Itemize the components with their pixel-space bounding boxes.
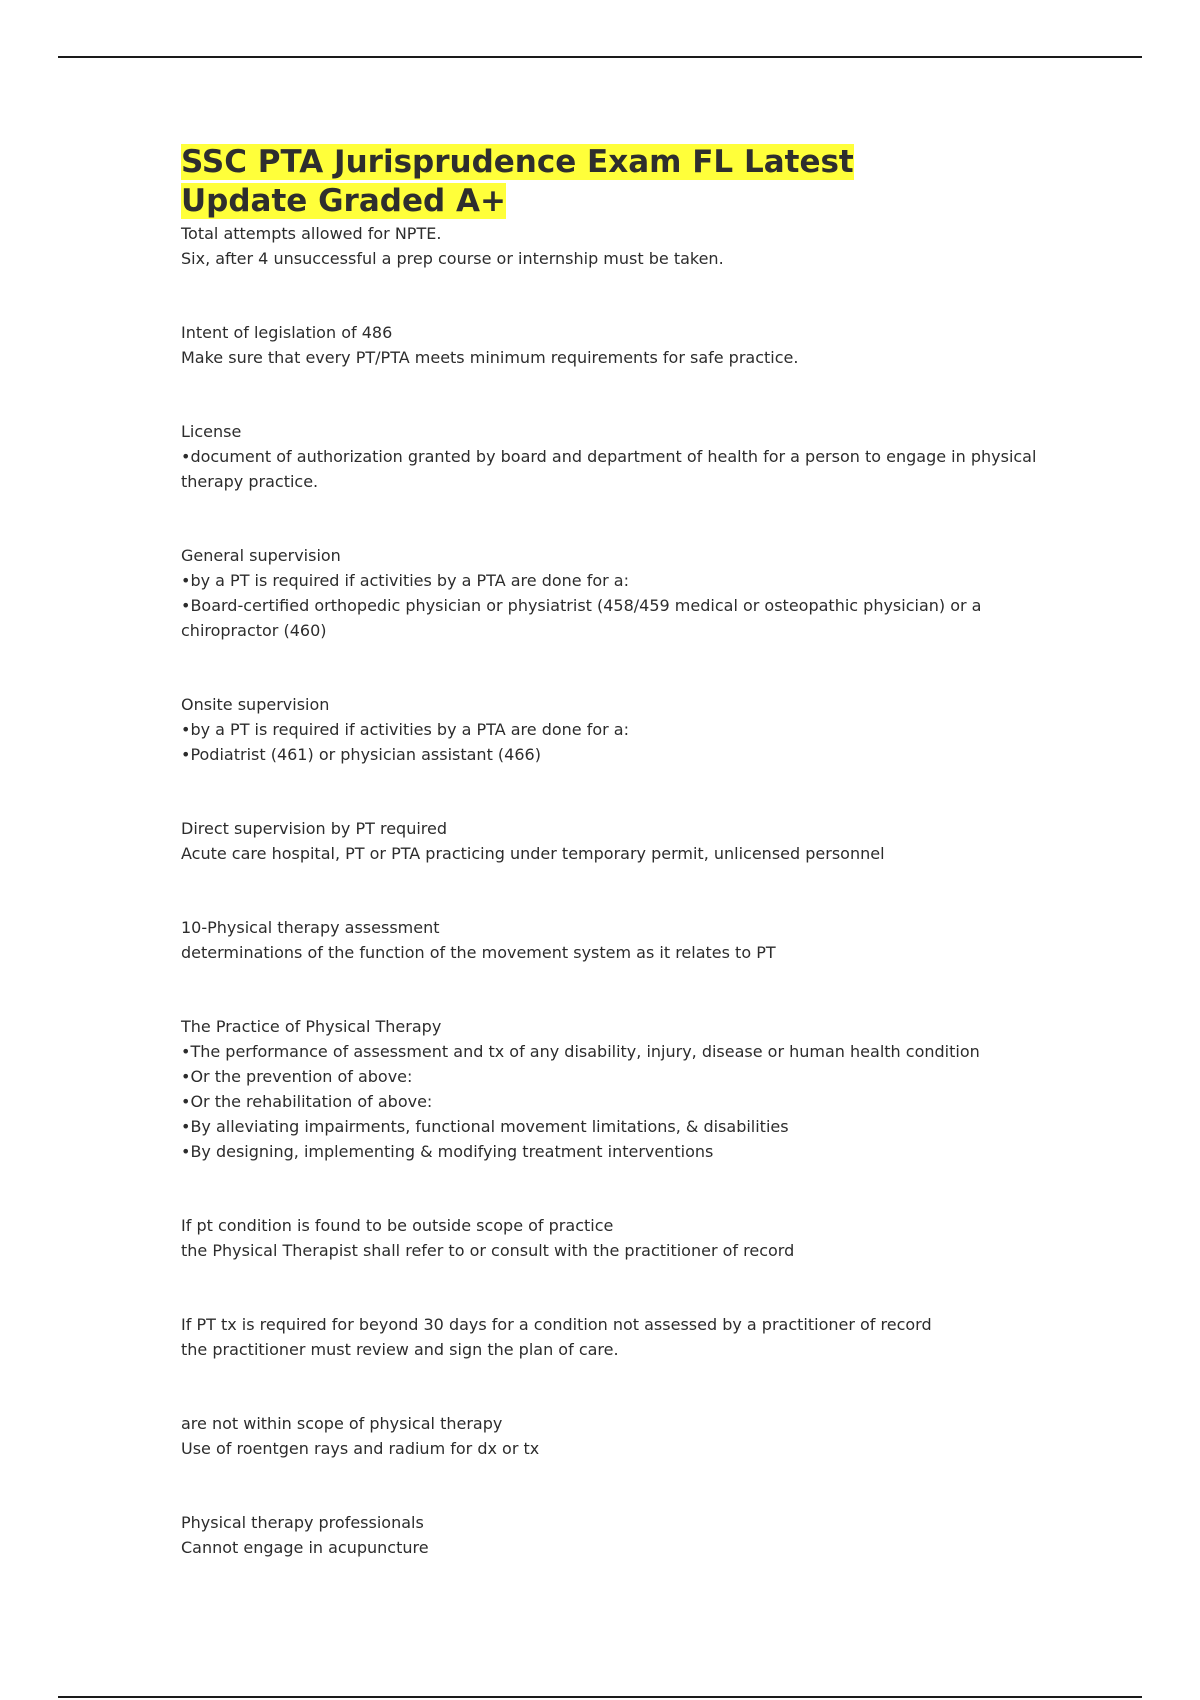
- qa-entry-2: [181, 320, 1061, 370]
- question-text: License: [181, 422, 242, 441]
- question-text: are not within scope of physical therapy: [181, 1414, 503, 1433]
- document-title: [181, 143, 1061, 221]
- question-text: 10-Physical therapy assessment: [181, 918, 440, 937]
- header-rule: [58, 56, 1142, 58]
- question-text: Total attempts allowed for NPTE.: [181, 224, 442, 243]
- question-text: Onsite supervision: [181, 695, 330, 714]
- qa-entry-5: [181, 692, 1061, 767]
- footer-rule: [58, 1696, 1142, 1698]
- answer-text: •Podiatrist (461) or physician assistant (466): [181, 745, 541, 764]
- qa-entry-3: [181, 419, 1061, 494]
- answer-text: •The performance of assessment and tx of any disability, injury, disease or human health condition: [181, 1042, 980, 1061]
- answer-text: •By alleviating impairments, functional movement limitations, & disabilities: [181, 1117, 789, 1136]
- title-line-2: Update Graded A+: [181, 183, 506, 219]
- answer-text: the Physical Therapist shall refer to or consult with the practitioner of record: [181, 1241, 795, 1260]
- answer-text: •By designing, implementing & modifying treatment interventions: [181, 1142, 714, 1161]
- answer-text: •Or the rehabilitation of above:: [181, 1092, 433, 1111]
- qa-entry-6: [181, 816, 1061, 866]
- qa-entry-10: [181, 1312, 1061, 1362]
- qa-entry-4: [181, 543, 1061, 643]
- question-text: The Practice of Physical Therapy: [181, 1017, 442, 1036]
- title-line-1: SSC PTA Jurisprudence Exam FL Latest: [181, 144, 854, 180]
- question-text: Physical therapy professionals: [181, 1513, 424, 1532]
- answer-text: •by a PT is required if activities by a PTA are done for a:: [181, 571, 629, 590]
- question-text: If PT tx is required for beyond 30 days for a condition not assessed by a practitioner of record: [181, 1315, 932, 1334]
- qa-entry-11: [181, 1411, 1061, 1461]
- question-text: Direct supervision by PT required: [181, 819, 448, 838]
- question-text: Intent of legislation of 486: [181, 323, 393, 342]
- qa-entry-9: [181, 1213, 1061, 1263]
- question-text: General supervision: [181, 546, 341, 565]
- answer-text: •document of authorization granted by board and department of health for a person to engage in physical therapy practice.: [181, 447, 1037, 491]
- question-text: If pt condition is found to be outside scope of practice: [181, 1216, 614, 1235]
- answer-text: •by a PT is required if activities by a PTA are done for a:: [181, 720, 629, 739]
- answer-text: the practitioner must review and sign the plan of care.: [181, 1340, 619, 1359]
- answer-text: •Or the prevention of above:: [181, 1067, 413, 1086]
- answer-text: •Board-certified orthopedic physician or physiatrist (458/459 medical or osteopathic physician) or a chiropractor (460): [181, 596, 982, 640]
- qa-entry-12: [181, 1510, 1061, 1560]
- qa-entry-8: [181, 1014, 1061, 1164]
- answer-text: determinations of the function of the movement system as it relates to PT: [181, 943, 776, 962]
- answer-text: Six, after 4 unsuccessful a prep course or internship must be taken.: [181, 249, 724, 268]
- qa-entry-1: [181, 221, 1061, 271]
- qa-entry-7: [181, 915, 1061, 965]
- answer-text: Make sure that every PT/PTA meets minimum requirements for safe practice.: [181, 348, 799, 367]
- answer-text: Acute care hospital, PT or PTA practicing under temporary permit, unlicensed personnel: [181, 844, 885, 863]
- answer-text: Cannot engage in acupuncture: [181, 1538, 429, 1557]
- document-body: [181, 143, 1061, 1609]
- answer-text: Use of roentgen rays and radium for dx or tx: [181, 1439, 540, 1458]
